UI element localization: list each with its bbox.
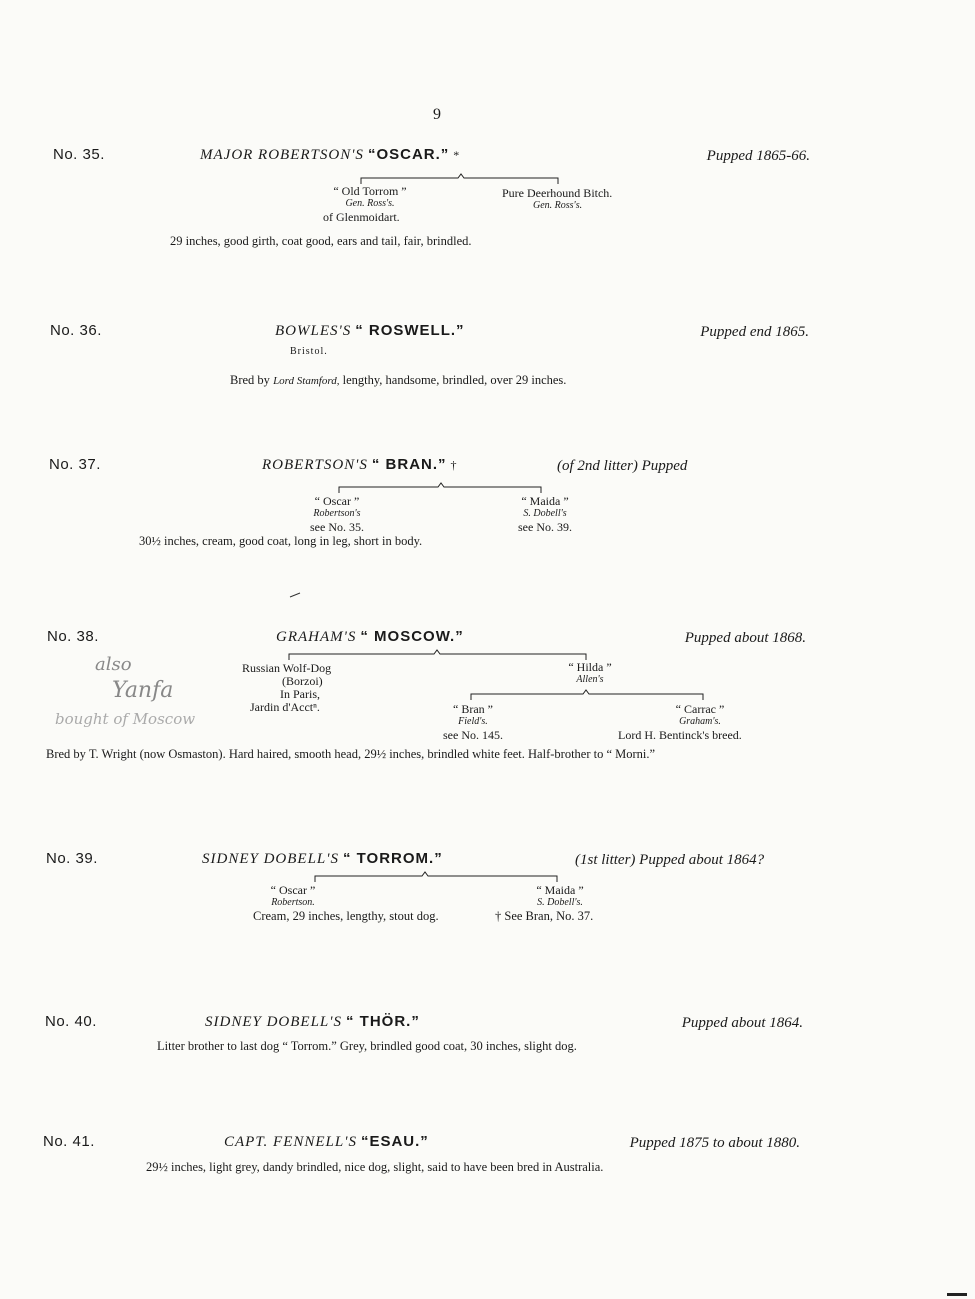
entry-description: Cream, 29 inches, lengthy, stout dog.	[253, 909, 439, 923]
owner-name: CAPT. FENNELL'S	[224, 1134, 357, 1150]
pedigree-brace	[338, 481, 543, 495]
sire-name: Russian Wolf-Dog	[242, 661, 332, 675]
handwritten-note: bought of Moscow	[55, 710, 196, 728]
sire-name: “ Oscar ”	[314, 494, 360, 508]
sire-location: In Paris,	[280, 687, 320, 701]
sire-note: of Glenmoidart.	[323, 210, 400, 224]
granddam-note: Lord H. Bentinck's breed.	[618, 728, 742, 742]
dam-note: see No. 39.	[518, 520, 572, 534]
sire-owner: Robertson.	[271, 897, 315, 908]
entry-number: No. 41.	[43, 1133, 95, 1150]
place: Bristol.	[290, 346, 328, 357]
entry-number: No. 38.	[47, 628, 99, 645]
grand-pedigree-brace	[470, 688, 705, 702]
dog-name: “ TORROM.”	[342, 850, 443, 867]
owner-name: SIDNEY DOBELL'S	[202, 851, 339, 867]
dog-name: “ESAU.”	[360, 1133, 429, 1150]
entry-heading	[205, 1013, 420, 1031]
grandsire-note: see No. 145.	[443, 728, 503, 742]
pupped-date: (1st litter) Pupped about 1864?	[575, 852, 765, 868]
entry-heading	[200, 146, 459, 164]
dam-owner: Gen. Ross's.	[533, 200, 583, 211]
pedigree-brace	[314, 870, 559, 884]
dam-owner: S. Dobell's.	[537, 897, 583, 908]
pupped-date: Pupped about 1868.	[684, 630, 806, 646]
entry-description: 30½ inches, cream, good coat, long in leg, short in body.	[139, 534, 423, 548]
owner-name: BOWLES'S	[275, 323, 352, 339]
entry-mark: †	[450, 458, 457, 472]
dam-name: “ Maida ”	[521, 494, 569, 508]
entry-heading	[262, 456, 457, 474]
entry-number: No. 39.	[46, 850, 98, 867]
owner-name: GRAHAM'S	[276, 629, 357, 645]
page-number: 9	[433, 106, 441, 123]
entry-description: 29 inches, good girth, coat good, ears and tail, fair, brindled.	[170, 234, 472, 248]
owner-name: SIDNEY DOBELL'S	[205, 1014, 342, 1030]
pupped-date: (of 2nd litter) Pupped	[557, 458, 688, 474]
dog-name: “ THÖR.”	[345, 1013, 420, 1030]
entry-description: Bred by T. Wright (now Osmaston). Hard haired, smooth head, 29½ inches, brindled white feet. Half-brother to “ Morni.”	[46, 747, 656, 761]
sire-owner: Gen. Ross's.	[345, 198, 395, 209]
grandsire-name: “ Bran ”	[453, 702, 493, 716]
dam-owner: Allen's	[576, 674, 604, 685]
desc-text: lengthy, handsome, brindled, over 29 inches.	[342, 373, 567, 387]
granddam-name: “ Carrac ”	[675, 702, 725, 716]
dog-name: “OSCAR.”	[367, 146, 450, 163]
entry-heading	[275, 322, 465, 340]
grandsire-owner: Field's.	[458, 716, 488, 727]
dog-name: “ MOSCOW.”	[360, 628, 464, 645]
dog-name: “ BRAN.”	[371, 456, 447, 473]
handwritten-note: Yanfa	[112, 678, 174, 703]
entry-description	[230, 373, 566, 388]
entry-description: 29½ inches, light grey, dandy brindled, nice dog, slight, said to have been bred in Australia.	[146, 1160, 604, 1174]
entry-heading	[224, 1133, 429, 1151]
handwritten-note: also	[95, 654, 132, 675]
entry-number: No. 36.	[50, 322, 102, 339]
ink-speck	[290, 592, 302, 598]
owner-name: MAJOR ROBERTSON'S	[200, 147, 364, 163]
breeder-name: Lord Stamford,	[273, 375, 340, 387]
dog-name: “ ROSWELL.”	[355, 322, 465, 339]
dam-owner: S. Dobell's	[523, 508, 567, 519]
entry-number: No. 40.	[45, 1013, 97, 1030]
pupped-date: Pupped 1865-66.	[706, 148, 810, 164]
dam-name: “ Hilda ”	[568, 660, 612, 674]
sire-location-detail: Jardin d'Acctⁿ.	[250, 700, 320, 714]
entry-number: No. 35.	[53, 146, 105, 163]
footnote: † See Bran, No. 37.	[495, 909, 594, 923]
sire-breed: (Borzoi)	[282, 674, 323, 688]
sire-name: “ Old Torrom ”	[333, 184, 407, 198]
entry-number: No. 37.	[49, 456, 101, 473]
scan-mark	[947, 1293, 967, 1296]
entry-mark: *	[453, 148, 460, 162]
dam-name: Pure Deerhound Bitch.	[502, 186, 613, 200]
pupped-date: Pupped about 1864.	[681, 1015, 803, 1031]
entry-heading	[202, 850, 443, 868]
granddam-owner: Graham's.	[679, 716, 721, 727]
sire-owner: Robertson's	[313, 508, 361, 519]
sire-note: see No. 35.	[310, 520, 364, 534]
dam-name: “ Maida ”	[536, 883, 584, 897]
pedigree-brace	[288, 648, 588, 662]
pupped-date: Pupped 1875 to about 1880.	[629, 1135, 800, 1151]
entry-description: Litter brother to last dog “ Torrom.” Grey, brindled good coat, 30 inches, slight dog.	[157, 1039, 577, 1053]
desc-prefix: Bred by	[230, 373, 270, 387]
pupped-date: Pupped end 1865.	[700, 324, 809, 340]
entry-heading	[276, 628, 464, 646]
owner-name: ROBERTSON'S	[262, 457, 368, 473]
sire-name: “ Oscar ”	[270, 883, 316, 897]
